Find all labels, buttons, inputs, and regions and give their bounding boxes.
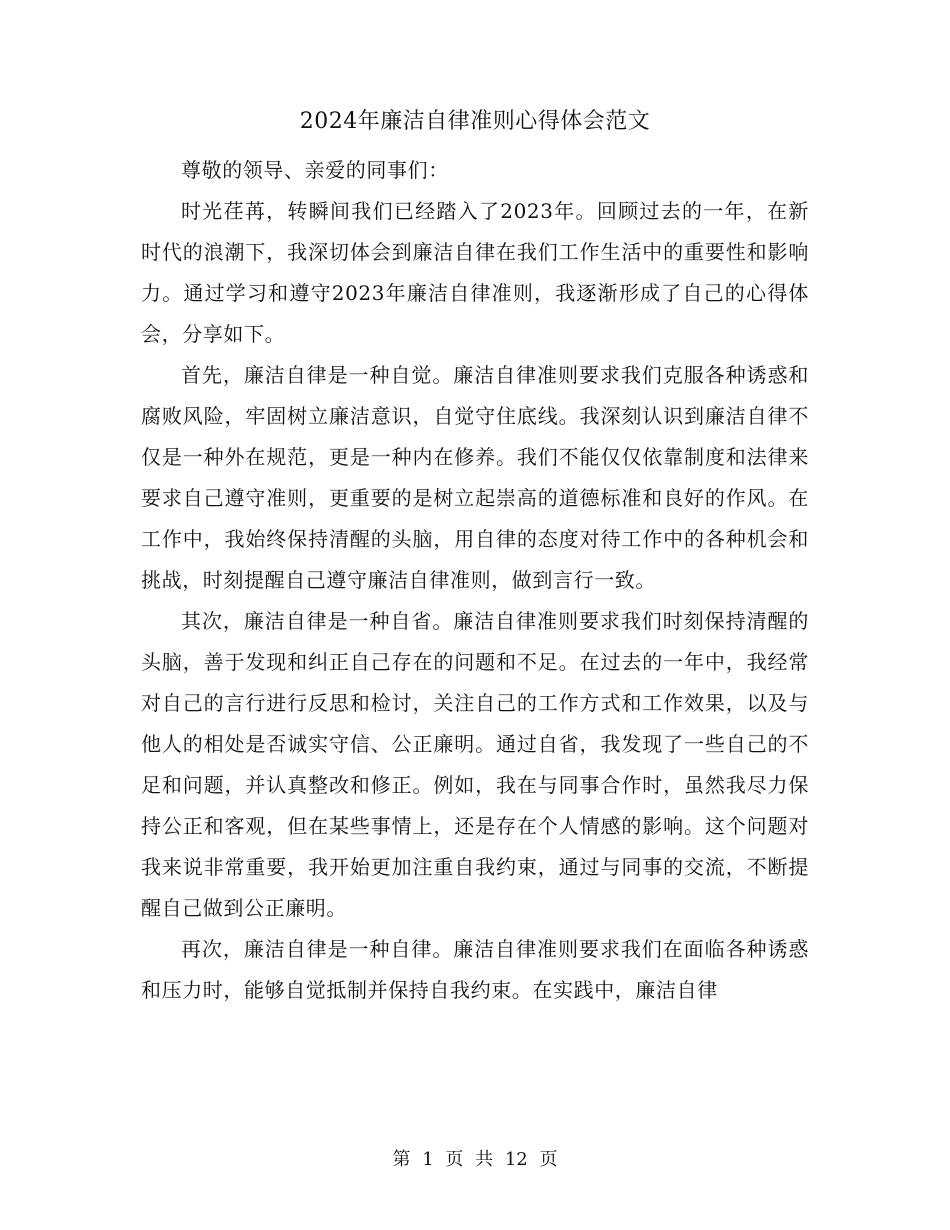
salutation: 尊敬的领导、亲爱的同事们： xyxy=(181,158,449,182)
paragraph-third: 再次，廉洁自律是一种自律。廉洁自律准则要求我们在面临各种诱惑和压力时，能够自觉抵制并保持自我约束。在实践中，廉洁自律 xyxy=(141,937,809,1002)
document-body xyxy=(141,150,809,1011)
paragraph-first: 首先，廉洁自律是一种自觉。廉洁自律准则要求我们克服各种诱惑和腐败风险，牢固树立廉洁意识，自觉守住底线。我深刻认识到廉洁自律不仅是一种外在规范，更是一种内在修养。我们不能仅仅依靠制度和法律来要求自己遵守准则，更重要的是树立起崇高的道德标准和良好的作风。在工作中，我始终保持清醒的头脑，用自律的态度对待工作中的各种机会和挑战，时刻提醒自己遵守廉洁自律准则，做到言行一致。 xyxy=(141,363,809,592)
paragraph-intro: 时光荏苒，转瞬间我们已经踏入了2023年。回顾过去的一年，在新时代的浪潮下，我深切体会到廉洁自律在我们工作生活中的重要性和影响力。通过学习和遵守2023年廉洁自律准则，我逐渐形成了自己的心得体会，分享如下。 xyxy=(141,199,809,346)
paragraph-second: 其次，廉洁自律是一种自省。廉洁自律准则要求我们时刻保持清醒的头脑，善于发现和纠正自己存在的问题和不足。在过去的一年中，我经常对自己的言行进行反思和检讨，关注自己的工作方式和工作效果，以及与他人的相处是否诚实守信、公正廉明。通过自省，我发现了一些自己的不足和问题，并认真整改和修正。例如，我在与同事合作时，虽然我尽力保持公正和客观，但在某些事情上，还是存在个人情感的影响。这个问题对我来说非常重要，我开始更加注重自我约束，通过与同事的交流，不断提醒自己做到公正廉明。 xyxy=(141,609,809,920)
page-number-footer: 第 1 页 共 12 页 xyxy=(392,1149,558,1170)
document-title: 2024年廉洁自律准则心得体会范文 xyxy=(299,109,651,134)
